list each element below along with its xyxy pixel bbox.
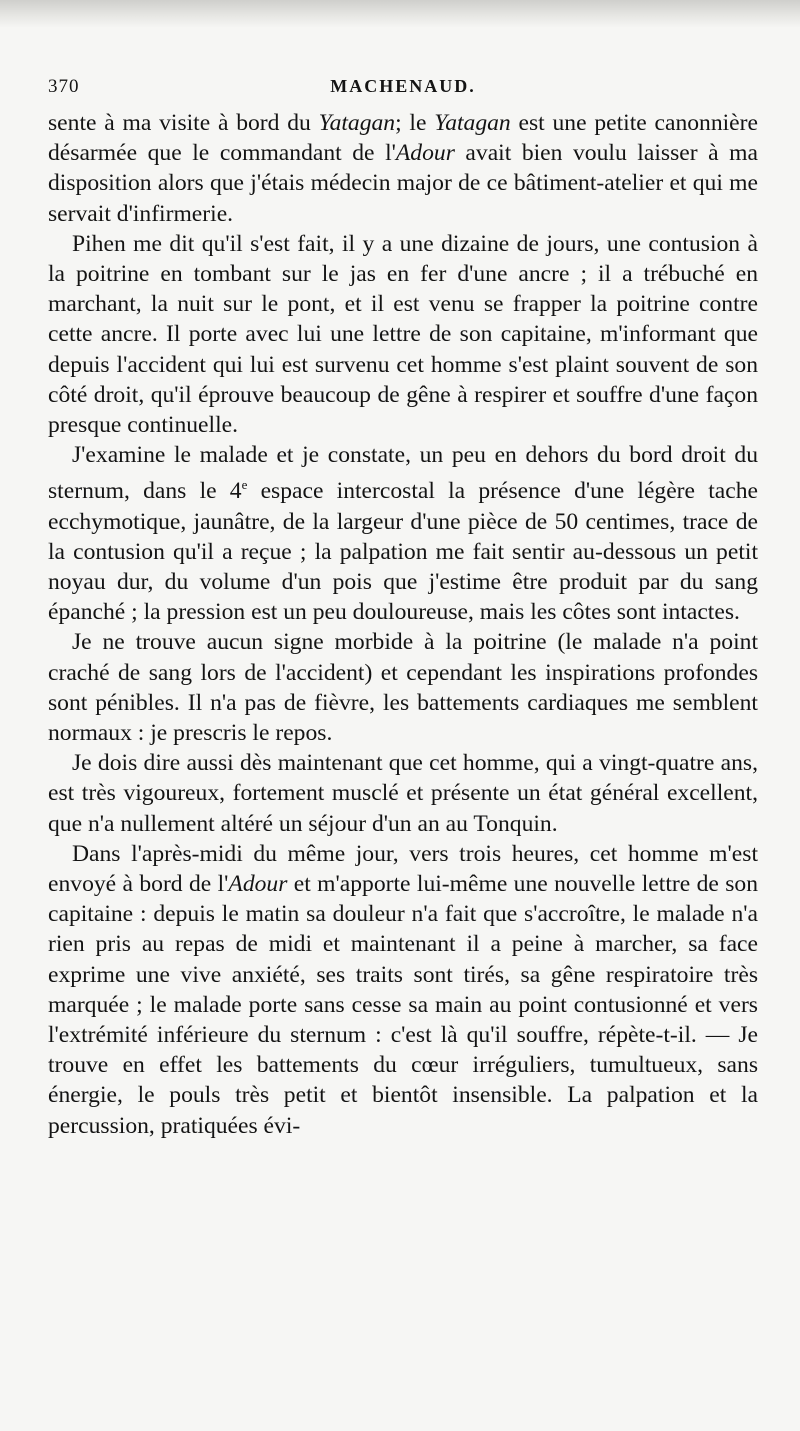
- paragraph-6-text: et m'apporte lui-même une nouvelle lettre de son capitaine : depuis le matin sa douleur n'a fait que s'accroître, le malade n'a rien pris au repas de midi et maintenant il a peine à marcher, sa face exprime une vive anxiété, ses traits sont tirés, sa gêne respiratoire très marquée ; le malade porte sans cesse sa main au point contusionné et vers l'extrémité inférieure du sternum : c'est là qu'il souffre, répète-t-il. — Je trouve en effet les battements du cœur irréguliers, tumultueux, sans énergie, le pouls très petit et bientôt insensible. La palpation et la percussion, pratiquées évi-: [48, 870, 758, 1139]
- paragraph-1: [48, 108, 758, 229]
- superscript: e: [241, 477, 248, 493]
- paragraph-1-text: est une petite canonnière désarmée que le commandant de l': [48, 110, 758, 167]
- ship-name: Adour: [228, 870, 288, 897]
- ship-name: Yatagan: [318, 110, 396, 136]
- paragraph-4: Je ne trouve aucun signe morbide à la poitrine (le malade n'a point craché de sang lors de l'accident) et cependant les inspirations profondes sont pénibles. Il n'a pas de fièvre, les battements cardiaques me semblent normaux : je prescris le repos.: [48, 629, 758, 746]
- paragraph-1-text: avait bien voulu laisser à ma disposition alors que j'étais médecin major de ce bâtiment-atelier et qui me servait d'infirmerie.: [48, 140, 758, 227]
- paragraph-3: [48, 440, 758, 627]
- paragraph-2: Pihen me dit qu'il s'est fait, il y a une dizaine de jours, une contusion à la poitrine en tombant sur le jas en fer d'une ancre ; il a trébuché en marchant, la nuit sur le pont, et il est venu se frapper la poitrine contre cette ancre. Il porte avec lui une lettre de son capitaine, m'informant que depuis l'accident qui lui est survenu cet homme s'est plaint souvent de son côté droit, qu'il éprouve beaucoup de gêne à respirer et souffre d'une façon presque continuelle.: [48, 230, 758, 439]
- paragraph-1-text: ; le: [395, 110, 435, 136]
- scan-top-edge: [0, 0, 800, 28]
- paragraph-1-text: sente à ma visite à bord du: [48, 110, 319, 136]
- paragraph-3-text: espace intercostal la présence d'une légère tache ecchymotique, jaunâtre, de la largeur d'une pièce de 50 centimes, trace de la contusion qu'il a reçue ; la palpation me fait sentir au-dessous un petit noyau dur, du volume d'un pois que j'estime être produit par du sang épanché ; la pression est un peu douloureuse, mais les côtes sont intactes.: [48, 478, 758, 626]
- page-number: 370: [48, 76, 80, 97]
- paragraph-3-text: J'examine le malade et je constate, un peu en dehors du bord droit du sternum, dans le 4: [48, 442, 758, 505]
- ship-name: Yatagan: [434, 110, 511, 136]
- running-title: MACHENAUD.: [330, 76, 476, 96]
- book-page: [48, 70, 758, 1141]
- body-text: [48, 108, 758, 1141]
- page-header: [48, 70, 758, 106]
- ship-name: Adour: [395, 140, 455, 167]
- paragraph-6: [48, 839, 758, 1141]
- paragraph-5: Je dois dire aussi dès maintenant que cet homme, qui a vingt-quatre ans, est très vigoureux, fortement musclé et présente un état général excellent, que n'a nullement altéré un séjour d'un an au Tonquin.: [48, 750, 758, 837]
- paragraph-6-text: Dans l'après-midi du même jour, vers trois heures, cet homme m'est envoyé à bord de l': [48, 840, 758, 897]
